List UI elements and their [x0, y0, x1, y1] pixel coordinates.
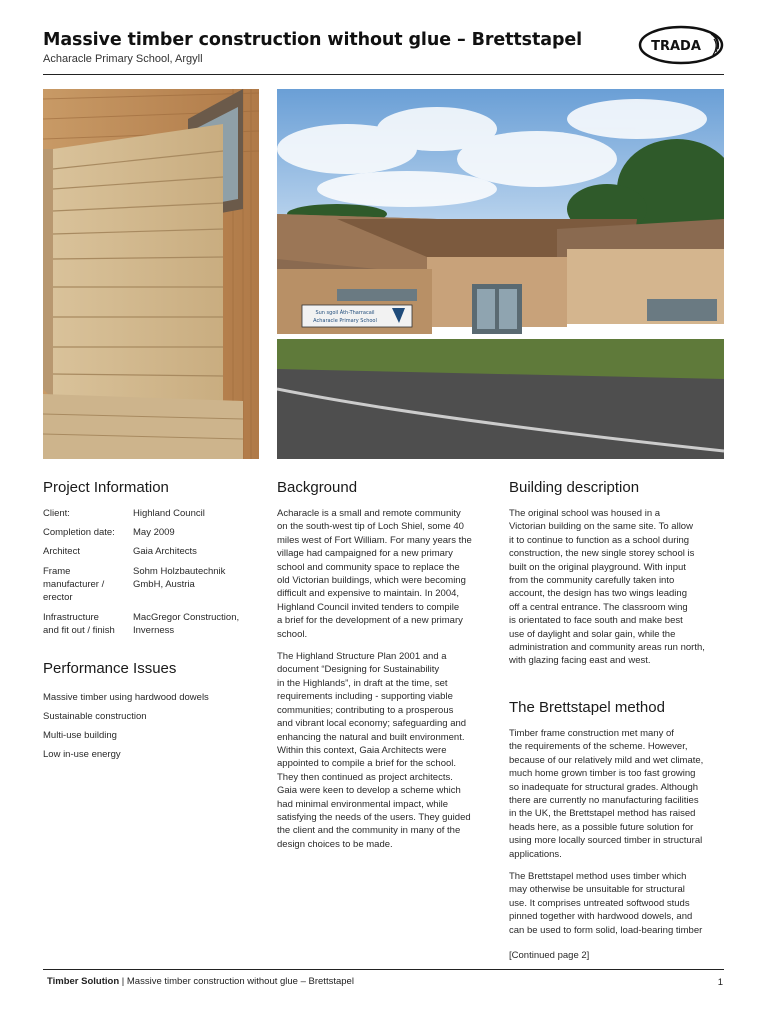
building-column: [509, 478, 724, 962]
background-column: [277, 478, 491, 860]
footer-divider: [43, 969, 724, 970]
page-subtitle: Acharacle Primary School, Argyll: [43, 53, 203, 65]
info-value: May 2009: [133, 527, 175, 539]
performance-item: Massive timber using hardwood dowels: [43, 692, 209, 704]
performance-issues-heading: Performance Issues: [43, 660, 177, 678]
footer-brand: Timber Solution: [47, 976, 120, 987]
page-number: 1: [717, 977, 723, 988]
info-value: Highland Council: [133, 508, 205, 519]
background-heading: Background: [277, 479, 358, 496]
building-description-paragraph: The original school was housed in a Victorian building on the same site. To allow it to continue to function as a school during construction, the new single storey school is built on the original playground. With input from the community carefully taken into account, the design has two wings leading off a central entrance. The classroom wing is orientated to face south and make best use of daylight and solar gain, while the administration and community areas run north, with glazing facing east and west.: [509, 508, 705, 667]
header-divider: [43, 74, 724, 75]
performance-item: Low in-use energy: [43, 749, 121, 761]
building-description-heading: Building description: [509, 479, 640, 496]
page-title: Massive timber construction without glue – Brettstapel: [43, 30, 583, 50]
trada-logo: [638, 25, 724, 65]
info-label: Completion date:: [43, 527, 115, 539]
info-label: Architect: [43, 546, 80, 558]
timber-panel-photo: [43, 89, 259, 459]
logo-text: TRADA: [651, 39, 701, 54]
background-paragraph: Acharacle is a small and remote community on the south-west tip of Loch Shiel, some 40 miles west of Fort William. For many years the village had campaigned for a new primary school and community space to replace the old Victorian buildings, which were becoming difficult and expensive to maintain. In 2004, Highland Council invited tenders to compile a brief for the development of a new primary school.: [277, 508, 472, 640]
info-row-frame-manufacturer: [43, 565, 258, 605]
performance-item: Multi-use building: [43, 730, 117, 742]
performance-item: Sustainable construction: [43, 711, 147, 723]
info-label: Infrastructure and fit out / finish: [43, 611, 115, 637]
continued-note: [Continued page 2]: [509, 949, 590, 961]
info-row-completion-date: [43, 526, 258, 539]
sign-line-1: Sun sgoil Àth-Tharracail: [315, 310, 375, 316]
footer-separator: |: [119, 976, 127, 987]
info-value: Gaia Architects: [133, 546, 197, 558]
school-sign: [302, 305, 412, 327]
info-label: Frame manufacturer / erector: [43, 565, 105, 604]
info-value: Sohm Holzbautechnik GmbH, Austria: [133, 565, 226, 591]
footer-text: Massive timber construction without glue – Brettstapel: [126, 976, 354, 987]
school-building-photo: [277, 89, 724, 459]
project-information-heading: Project Information: [43, 479, 169, 496]
info-value: MacGregor Construction, Inverness: [133, 611, 240, 637]
background-paragraph: The Highland Structure Plan 2001 and a document “Designing for Sustainability in the Highlands”, in draft at the time, set requirements including - supporting viable communities; contributing to a prosperous and vibrant local economy; safeguarding and enhancing the natural and built environment. Within this context, Gaia Architects were appointed to compile a brief for the school. They then continued as project architects. Gaia were keen to develop a scheme which had minimal environmental impact, while satisfying the needs of the users. They guided the client and the community in many of the design choices to be made.: [277, 651, 471, 850]
info-row-client: [43, 507, 258, 520]
project-information-table: [43, 507, 258, 637]
brettstapel-paragraph: Timber frame construction met many of the requirements of the scheme. However, because of our relatively mild and wet climate, much home grown timber is too fast growing so inadequate for structural grades. Although there are currently no manufacturing facilities in the UK, the Brettstapel method has raised heads here, as a possible future solution for using more locally sourced timber in structural applications.: [509, 727, 704, 860]
brettstapel-method-heading: The Brettstapel method: [509, 698, 665, 716]
info-row-architect: [43, 545, 258, 558]
info-row-infrastructure: [43, 611, 258, 638]
footer: [47, 976, 354, 987]
info-label: Client:: [43, 508, 70, 519]
sign-line-2: Acharacle Primary School: [313, 318, 377, 324]
brettstapel-paragraph: The Brettstapel method uses timber which may otherwise be unsuitable for structural use. It comprises untreated softwood studs pinned together with hardwood dowels, and can be used to form solid, load-bearing timber: [509, 870, 703, 936]
project-column: [43, 478, 258, 767]
